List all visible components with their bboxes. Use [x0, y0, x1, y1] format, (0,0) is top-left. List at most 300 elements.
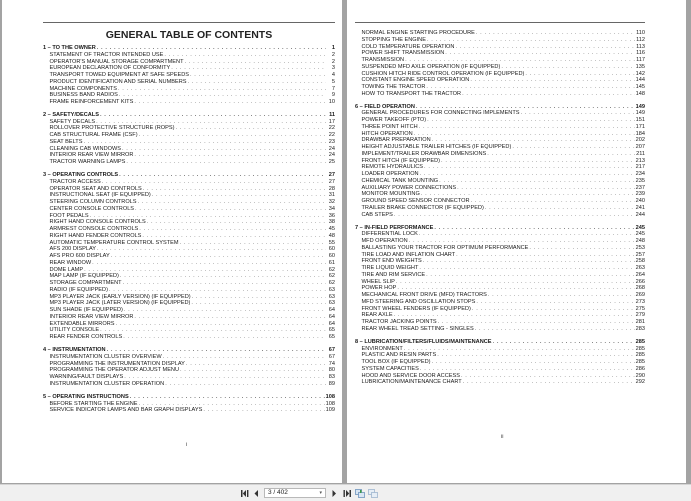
toc-entry-label: FOOT PEDALS	[49, 212, 89, 219]
toc-entry-label: TIRE LOAD AND INFLATION CHART	[361, 251, 456, 258]
dot-leader	[165, 381, 326, 388]
toc-entry-label: MECHANICAL FRONT DRIVE (MFD) TRACTORS	[361, 292, 487, 299]
single-page-view-button[interactable]	[367, 488, 378, 498]
toc-entry[interactable]	[355, 117, 645, 124]
toc-entry-page: 290	[635, 372, 645, 379]
toc-entry-label: BALLASTING YOUR TRACTOR FOR OPTIMUM PERFORMANCE	[361, 244, 529, 251]
toc-entry-page: 286	[635, 365, 645, 372]
toc-entry-label: LOADER OPERATION	[361, 171, 419, 178]
toc-entry-label: INTERIOR REAR VIEW MIRROR	[49, 313, 134, 320]
toc-entry-page: 285	[635, 338, 645, 345]
toc-entry-page: 2	[331, 58, 335, 65]
toc-entry[interactable]	[43, 219, 335, 226]
toc-entry[interactable]	[43, 307, 335, 314]
first-page-button[interactable]	[240, 488, 250, 498]
toc-entry-page: 202	[635, 137, 645, 144]
toc-entry-page: 80	[328, 367, 335, 374]
toc-entry[interactable]	[355, 292, 645, 299]
toc-entry-page: 285	[635, 345, 645, 352]
toc-entry[interactable]	[355, 352, 645, 359]
toc-entry-label: MACHINE COMPONENTS	[49, 85, 117, 92]
dot-leader	[139, 132, 326, 139]
toc-entry-page: 2	[331, 51, 335, 58]
dot-leader	[424, 164, 635, 171]
toc-entry-page: 151	[635, 117, 645, 124]
toc-entry[interactable]	[43, 86, 335, 93]
dot-leader	[96, 119, 326, 126]
dot-leader	[419, 231, 635, 238]
toc-entry[interactable]	[355, 346, 645, 353]
toc-entry-page: 217	[635, 164, 645, 171]
dot-leader	[102, 179, 326, 186]
toc-entry-label: AUXILIARY POWER CONNECTIONS	[361, 184, 457, 191]
toc-entry[interactable]	[43, 119, 335, 126]
toc-entry-page: 10	[328, 99, 335, 105]
toc-entry[interactable]	[43, 65, 335, 72]
toc-entry[interactable]	[43, 294, 335, 301]
toc-entry-page: 285	[635, 352, 645, 359]
toc-entry-label: MFD OPERATION	[361, 238, 408, 245]
toc-entry-label: HOOD AND SERVICE DOOR ACCESS	[361, 372, 460, 379]
toc-entry[interactable]	[43, 226, 335, 233]
page-folio: i	[186, 442, 188, 448]
toc-entry-page: 184	[635, 130, 645, 137]
dot-leader	[97, 246, 326, 253]
toc-entry-page: 237	[635, 184, 645, 191]
dot-leader	[419, 124, 635, 131]
toc-entry[interactable]	[355, 64, 645, 71]
toc-entry-page: 17	[328, 118, 335, 125]
previous-page-icon	[254, 490, 259, 497]
toc-entry[interactable]	[355, 50, 645, 57]
dot-leader	[139, 226, 326, 233]
dot-leader	[84, 267, 326, 274]
dot-leader	[175, 125, 326, 132]
toc-entry[interactable]	[355, 30, 645, 37]
dot-leader	[493, 339, 635, 346]
toc-entry[interactable]	[355, 238, 645, 245]
toc-entry[interactable]	[355, 326, 645, 333]
toc-entry-label: IMPLEMENT/TRAILER DRAWBAR DIMENSIONS	[361, 150, 487, 157]
toc-entry[interactable]	[43, 92, 335, 99]
toc-entry-label: WHEEL SLIP	[361, 278, 395, 285]
toc-entry-page: 48	[328, 232, 335, 239]
toc-entry-page: 149	[635, 110, 645, 117]
toc-entry-page: 241	[635, 204, 645, 211]
toc-entry[interactable]	[43, 334, 335, 341]
toc-entry-label: POWER HOP	[361, 285, 397, 292]
toc-entry[interactable]	[355, 164, 645, 171]
toc-entry-page: 263	[635, 265, 645, 272]
toc-entry[interactable]	[43, 99, 335, 106]
dot-leader	[470, 77, 634, 84]
toc-entry[interactable]	[355, 306, 645, 313]
toc-entry-label: PROGRAMMING THE OPERATOR ADJUST MENU	[49, 367, 179, 374]
toc-entry-page: 63	[328, 293, 335, 300]
toc-entry[interactable]	[43, 354, 335, 361]
toc-entry[interactable]	[355, 84, 645, 91]
toc-entry-label: DOME LAMP	[49, 266, 84, 273]
dot-leader	[134, 314, 326, 321]
dot-leader	[423, 258, 635, 265]
dot-leader	[501, 64, 634, 71]
toc-entry-page: 281	[635, 319, 645, 326]
toc-entry[interactable]	[43, 125, 335, 132]
toc-entry[interactable]	[355, 245, 645, 252]
toc-entry-page: 135	[635, 63, 645, 70]
dot-leader	[192, 294, 326, 301]
toc-entry-page: 234	[635, 171, 645, 178]
dot-leader	[476, 30, 635, 37]
toc-entry[interactable]	[43, 273, 335, 280]
toc-entry-label: SAFETY DECALS	[49, 118, 96, 125]
toc-entry-page: 64	[328, 313, 335, 320]
dot-leader	[138, 199, 326, 206]
toc-entry-label: MAP LAMP (IF EQUIPPED)	[49, 273, 119, 280]
toc-entry-label: REAR FENDER CONTROLS	[49, 334, 123, 341]
toc-entry-label: ROLLOVER PROTECTIVE STRUCTURE (ROPS)	[49, 125, 175, 132]
toc-entry-label: POWER TAKEOFF (PTO)	[361, 117, 427, 124]
dot-leader	[100, 327, 326, 334]
header-rule	[355, 22, 645, 23]
toc-entry[interactable]	[43, 206, 335, 213]
toc-entry-page: 61	[328, 259, 335, 266]
toc-list	[355, 30, 645, 386]
dot-leader	[475, 326, 635, 333]
toc-entry-page: 4	[331, 72, 335, 78]
toc-entry-label: MONITOR MOUNTING	[361, 191, 420, 198]
toc-entry[interactable]	[43, 233, 335, 240]
toc-entry-label: CHEMICAL TANK MOUNTING	[361, 177, 439, 184]
toc-entry-page: 110	[636, 30, 645, 36]
dot-leader	[83, 139, 326, 146]
toc-section-heading[interactable]	[43, 172, 335, 179]
toc-entry-label: DIFFERENTIAL LOCK	[361, 231, 418, 238]
toc-entry-label: REMOTE HYDRAULICS	[361, 164, 424, 171]
dot-leader	[419, 265, 634, 272]
toc-entry-label: CAB STRUCTURAL FRAME (CSF)	[49, 132, 138, 139]
toc-entry[interactable]	[355, 285, 645, 292]
toc-entry-page: 258	[635, 258, 645, 265]
toc-entry[interactable]	[43, 152, 335, 159]
toc-entry-page: 89	[328, 380, 335, 387]
toc-entry-label: HOW TO TRANSPORT THE TRACTOR	[361, 90, 462, 97]
toc-entry-label: MFD STEERING AND OSCILLATION STOPS	[361, 298, 476, 305]
last-page-button[interactable]	[341, 488, 351, 498]
page-title: GENERAL TABLE OF CONTENTS	[105, 29, 273, 41]
two-page-view-button[interactable]	[354, 488, 365, 498]
toc-entry-page: 116	[636, 50, 645, 57]
dot-leader	[142, 233, 326, 240]
toc-entry-label: UTILITY CONSOLE	[49, 327, 100, 334]
toc-entry[interactable]	[355, 205, 645, 212]
toc-section-heading[interactable]	[43, 394, 335, 401]
next-page-button[interactable]	[330, 488, 339, 498]
toc-entry[interactable]	[355, 185, 645, 192]
toc-entry[interactable]	[43, 300, 335, 307]
dot-leader	[147, 219, 326, 226]
toc-entry[interactable]	[355, 131, 645, 138]
toc-entry[interactable]	[43, 327, 335, 334]
dot-leader	[152, 192, 326, 199]
toc-entry-page: 109	[325, 407, 335, 414]
toc-entry[interactable]	[43, 246, 335, 253]
toc-entry[interactable]	[43, 314, 335, 321]
toc-entry-label: REAR WHEEL TREAD SETTING - SINGLES	[361, 325, 474, 332]
toc-entry[interactable]	[355, 258, 645, 265]
toc-entry-page: 24	[328, 145, 335, 152]
toc-entry[interactable]	[43, 280, 335, 287]
toc-entry[interactable]	[355, 379, 645, 386]
dot-leader	[134, 99, 326, 106]
toc-entry-page: 45	[328, 226, 335, 233]
toc-entry[interactable]	[355, 279, 645, 286]
toc-entry-label: PRODUCT IDENTIFICATION AND SERIAL NUMBERS	[49, 78, 187, 85]
dot-leader	[122, 146, 326, 153]
first-page-icon	[241, 490, 250, 497]
toc-entry-page: 235	[635, 177, 645, 184]
dot-leader	[118, 86, 326, 93]
toc-entry[interactable]	[355, 198, 645, 205]
page-number-input[interactable]	[264, 488, 326, 498]
toc-entry-page: 74	[328, 360, 335, 367]
toc-entry-label: FRONT HITCH (IF EQUIPPED)	[361, 157, 441, 164]
dot-leader	[163, 354, 326, 361]
toc-entry[interactable]	[355, 359, 645, 366]
toc-entry[interactable]	[43, 79, 335, 86]
toc-entry[interactable]	[43, 199, 335, 206]
toc-entry-label: INSTRUMENTATION CLUSTER OPERATION	[49, 380, 165, 387]
toc-entry[interactable]	[43, 192, 335, 199]
toc-entry-label: EXTENDABLE MIRRORS	[49, 320, 115, 327]
toc-entry-page: 27	[328, 178, 335, 185]
toc-entry[interactable]	[43, 139, 335, 146]
toc-entry-label: FRONT END WEIGHTS	[361, 258, 422, 265]
toc-entry-label: 2 – SAFETY/DECALS	[43, 111, 99, 118]
toc-entry-label: AFS 200 DISPLAY	[49, 246, 97, 253]
page-indicator: 3 / 402	[268, 488, 288, 496]
toc-entry-label: MP3 PLAYER JACK (EARLY VERSION) (IF EQUIPPED)	[49, 293, 191, 300]
dot-leader	[432, 137, 635, 144]
toc-entry[interactable]	[43, 186, 335, 193]
toc-section-heading[interactable]	[355, 339, 645, 346]
toc-entry-label: SYSTEM CAPACITIES	[361, 365, 419, 372]
toc-entry[interactable]	[43, 367, 335, 374]
toc-entry-page: 64	[328, 320, 335, 327]
toc-entry-page: 144	[635, 77, 645, 84]
toc-entry[interactable]	[43, 401, 335, 408]
dot-leader	[120, 273, 326, 280]
dot-leader	[124, 307, 326, 314]
toc-entry[interactable]	[355, 212, 645, 219]
previous-page-button[interactable]	[252, 488, 261, 498]
toc-entry-page: 1	[331, 45, 335, 51]
toc-entry-label: TIRE AND RIM SERVICE	[361, 271, 426, 278]
toc-entry-page: 65	[328, 327, 335, 334]
dot-leader	[185, 59, 327, 66]
toc-entry[interactable]	[43, 146, 335, 153]
toc-entry[interactable]	[43, 381, 335, 388]
toc-entry[interactable]	[43, 374, 335, 381]
dot-leader	[190, 72, 326, 79]
toc-entry[interactable]	[43, 253, 335, 260]
toc-entry-label: RADIO (IF EQUIPPED)	[49, 286, 108, 293]
dot-leader	[420, 366, 635, 373]
toc-entry[interactable]	[355, 151, 645, 158]
toc-entry-page: 113	[636, 43, 645, 50]
toc-entry-page: 22	[328, 125, 335, 132]
toc-entry[interactable]	[43, 287, 335, 294]
toc-entry[interactable]	[355, 144, 645, 151]
header-rule	[43, 22, 335, 23]
dot-leader	[456, 252, 635, 259]
toc-entry-page: 117	[636, 57, 645, 63]
toc-entry[interactable]	[355, 312, 645, 319]
toc-entry-label: 7 – IN-FIELD PERFORMANCE	[355, 224, 434, 231]
toc-entry-label: STATEMENT OF TRACTOR INTENDED USE	[49, 51, 164, 58]
toc-section-heading[interactable]	[43, 112, 335, 119]
toc-entry-page: 34	[328, 205, 335, 212]
toc-entry[interactable]	[43, 159, 335, 166]
dot-leader	[180, 367, 326, 374]
toc-entry[interactable]	[355, 299, 645, 306]
toc-entry[interactable]	[355, 57, 645, 64]
two-page-view-icon	[355, 489, 365, 498]
toc-entry-label: WARNING/FAULT DISPLAYS	[49, 374, 124, 381]
toc-entry[interactable]	[355, 191, 645, 198]
toc-entry-label: SUN SHADE (IF EQUIPPED)	[49, 307, 123, 314]
toc-entry-page: 5	[331, 78, 335, 85]
toc-entry-page: 3	[331, 65, 335, 72]
toc-entry[interactable]	[355, 171, 645, 178]
toc-entry[interactable]	[355, 272, 645, 279]
toc-entry-page: 60	[328, 253, 335, 260]
toc-entry-page: 31	[328, 192, 335, 199]
toc-entry-page: 253	[635, 244, 645, 251]
toc-entry[interactable]	[43, 132, 335, 139]
toc-entry[interactable]	[355, 265, 645, 272]
toc-entry[interactable]	[43, 72, 335, 79]
dot-leader	[191, 300, 326, 307]
toc-entry[interactable]	[43, 267, 335, 274]
dot-leader	[186, 361, 326, 368]
toc-entry-page: 108	[325, 393, 335, 400]
toc-entry-label: AFS PRO 600 DISPLAY	[49, 253, 110, 260]
dot-leader	[119, 92, 326, 99]
dot-leader	[111, 253, 326, 260]
toc-entry[interactable]	[355, 124, 645, 131]
toc-entry[interactable]	[43, 240, 335, 247]
toc-entry-label: TIRE LIQUID WEIGHT	[361, 265, 419, 272]
dot-leader	[414, 131, 635, 138]
toc-entry-page: 248	[635, 238, 645, 245]
toc-entry[interactable]	[43, 361, 335, 368]
toc-entry-label: CONSTANT ENGINE SPEED OPERATION	[361, 77, 470, 84]
toc-entry[interactable]	[355, 110, 645, 117]
toc-entry[interactable]	[355, 252, 645, 259]
toc-section-heading[interactable]	[43, 45, 335, 52]
toc-entry-label: TRANSMISSION	[361, 57, 405, 63]
toc-entry[interactable]	[355, 44, 645, 51]
toc-entry[interactable]	[355, 373, 645, 380]
toc-section-heading[interactable]	[43, 347, 335, 354]
chevron-down-icon[interactable]: ▾	[319, 489, 322, 496]
toc-entry[interactable]	[355, 178, 645, 185]
toc-entry[interactable]	[355, 158, 645, 165]
dot-leader	[488, 292, 635, 299]
dot-leader	[203, 407, 324, 414]
toc-entry-label: HEIGHT ADJUSTABLE TRAILER HITCHES (IF EQUIPPED)	[361, 144, 512, 151]
toc-entry-page: 240	[635, 198, 645, 205]
toc-entry[interactable]	[355, 319, 645, 326]
dot-leader	[126, 159, 326, 166]
toc-entry-label: 3 – OPERATING CONTROLS	[43, 172, 119, 179]
toc-entry-label: SEAT BELTS	[49, 138, 83, 145]
toc-entry-page: 239	[635, 191, 645, 198]
dot-leader	[462, 91, 635, 98]
toc-entry-page: 7	[331, 85, 335, 92]
toc-entry-page: 65	[328, 334, 335, 341]
last-page-icon	[342, 490, 351, 497]
dot-leader	[427, 37, 635, 44]
toc-entry[interactable]	[43, 52, 335, 59]
toc-entry-page: 268	[635, 285, 645, 292]
dot-leader	[124, 374, 326, 381]
toc-section-heading[interactable]	[355, 104, 645, 111]
dot-leader	[426, 84, 634, 91]
toc-entry-page: 211	[636, 150, 645, 157]
toc-entry-label: CUSHION HITCH RIDE CONTROL OPERATION (IF EQUIPPED)	[361, 70, 525, 77]
dot-leader	[445, 50, 635, 57]
viewer-toolbar	[0, 484, 691, 501]
toc-entry[interactable]	[355, 91, 645, 98]
toc-entry[interactable]	[355, 137, 645, 144]
toc-entry[interactable]	[355, 231, 645, 238]
toc-entry[interactable]	[43, 59, 335, 66]
toc-entry[interactable]	[355, 71, 645, 78]
toc-entry-page: 67	[328, 347, 335, 354]
toc-entry[interactable]	[355, 37, 645, 44]
toc-entry[interactable]	[355, 366, 645, 373]
toc-entry-label: INTERIOR REAR VIEW MIRROR	[49, 152, 134, 159]
toc-entry-label: TRACTOR WARNING LAMPS	[49, 159, 126, 166]
toc-entry[interactable]	[43, 407, 335, 414]
toc-entry-page: 292	[635, 379, 645, 386]
dot-leader	[426, 272, 635, 279]
toc-entry-page: 36	[328, 212, 335, 219]
toc-entry-page: 24	[328, 152, 335, 159]
dot-leader	[512, 144, 634, 151]
toc-entry-label: PLASTIC AND RESIN PARTS	[361, 352, 437, 359]
dot-leader	[179, 240, 326, 247]
dot-leader	[409, 238, 635, 245]
dot-leader	[457, 185, 635, 192]
toc-entry-label: SERVICE INDICATOR LAMPS AND BAR GRAPH DISPLAYS	[49, 407, 203, 414]
toc-entry[interactable]	[43, 321, 335, 328]
toc-entry-page: 266	[635, 278, 645, 285]
toc-entry[interactable]	[355, 77, 645, 84]
toc-entry[interactable]	[43, 260, 335, 267]
toc-entry-page: 83	[328, 374, 335, 381]
toc-entry[interactable]	[43, 213, 335, 220]
toc-section-heading[interactable]	[355, 225, 645, 232]
dot-leader	[525, 71, 634, 78]
dot-leader	[405, 57, 635, 64]
toc-entry-page: 245	[635, 231, 645, 238]
dot-leader	[130, 394, 325, 401]
document-page-right	[347, 0, 686, 483]
toc-entry[interactable]	[43, 179, 335, 186]
